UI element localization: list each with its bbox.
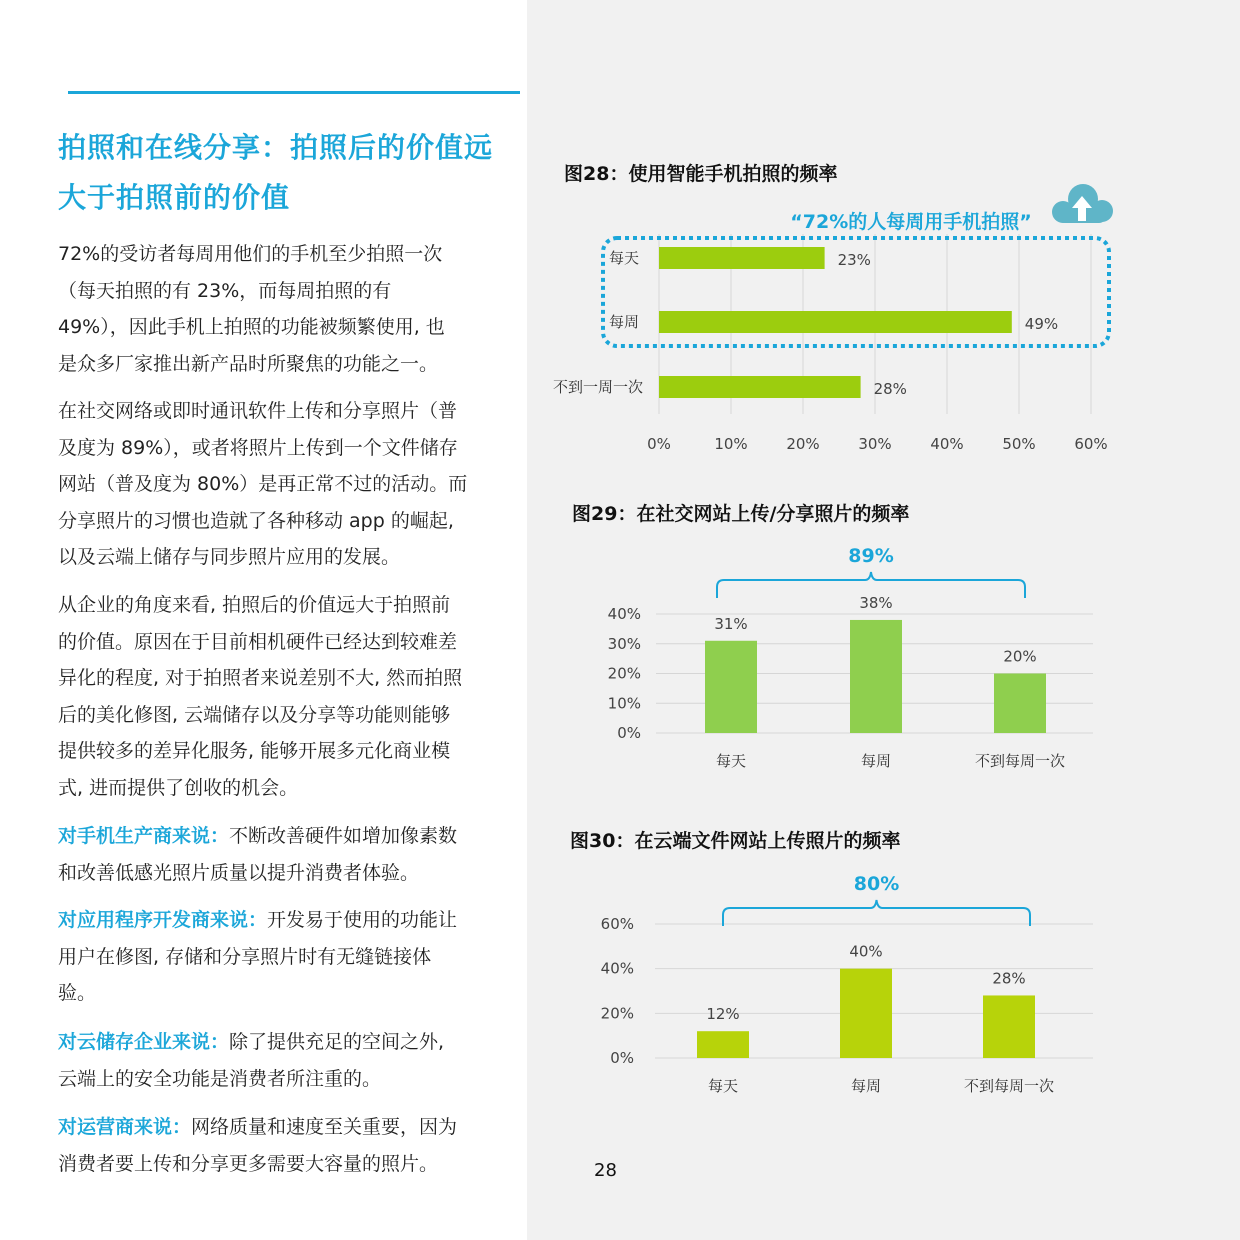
x-tick-label: 0% <box>647 435 671 453</box>
bar <box>705 641 757 733</box>
bar-value-label: 31% <box>714 614 748 633</box>
paragraph-line: 式, 进而提供了创收的机会。 <box>58 776 299 799</box>
paragraph-line: 消费者要上传和分享更多需要大容量的照片。 <box>58 1152 439 1175</box>
bar-value-label: 40% <box>849 942 883 961</box>
chart-callout: “72%的人每周用手机拍照” <box>790 211 1032 233</box>
paragraph-line: 验。 <box>58 982 97 1004</box>
category-label: 不到每周一次 <box>974 752 1066 770</box>
category-label: 每天 <box>715 752 747 770</box>
bar-value-label: 28% <box>992 969 1026 988</box>
paragraph-line: （每天拍照的有 23%，而每周拍照的有 <box>58 279 392 302</box>
bar-value-label: 38% <box>859 593 893 612</box>
category-label: 每周 <box>850 1077 882 1095</box>
bar-value-label: 20% <box>1003 647 1037 666</box>
paragraph-line: 及度为 89%），或者将照片上传到一个文件储存 <box>58 436 458 459</box>
bar <box>659 247 825 269</box>
y-tick-label: 60% <box>600 915 634 933</box>
y-tick-label: 40% <box>607 605 641 623</box>
paragraph-line: 在社交网络或即时通讯软件上传和分享照片（普 <box>58 400 458 422</box>
x-tick-label: 20% <box>786 435 820 453</box>
bar <box>697 1031 749 1058</box>
recommendation-lead: 对云储存企业来说： <box>58 1031 230 1053</box>
recommendation-lead: 对手机生产商来说： <box>58 825 230 847</box>
y-tick-label: 20% <box>607 664 641 683</box>
y-tick-label: 0% <box>610 1049 634 1067</box>
paragraph-line: 以及云端上储存与同步照片应用的发展。 <box>58 546 401 568</box>
y-tick-label: 10% <box>607 694 641 713</box>
paragraph-line: 网站（普及度为 80%）是再正常不过的活动。而 <box>58 473 468 495</box>
y-tick-label: 40% <box>600 959 634 978</box>
paragraph-line: 从企业的角度来看, 拍照后的价值远大于拍照前 <box>58 594 451 616</box>
page-number: 28 <box>594 1160 617 1181</box>
figure-30-title: 图30：在云端文件网站上传照片的频率 <box>570 830 901 852</box>
bar <box>840 969 892 1058</box>
cloud-upload-icon <box>1052 184 1113 223</box>
bracket-label: 89% <box>848 545 894 567</box>
bar-value-label: 28% <box>873 380 907 398</box>
figure-29-title: 图29：在社交网站上传/分享照片的频率 <box>572 503 910 525</box>
bar-value-label: 12% <box>706 1005 740 1024</box>
paragraph-line: 用户在修图, 存储和分享照片时有无缝链接体 <box>58 945 432 968</box>
category-label: 每天 <box>707 1077 739 1095</box>
recommendation-lead: 对运营商来说： <box>58 1116 192 1138</box>
bar <box>994 674 1046 734</box>
paragraph-line: 是众多厂家推出新产品时所聚焦的功能之一。 <box>58 352 439 375</box>
recommendation-text: 开发易于使用的功能让 <box>267 909 458 931</box>
category-label: 每周 <box>609 313 640 331</box>
bar <box>850 620 902 733</box>
section-heading-line-1: 拍照和在线分享：拍照后的价值远 <box>58 131 494 164</box>
paragraph-line: 异化的程度, 对于拍照者来说差别不大, 然而拍照 <box>58 667 463 689</box>
category-label: 不到一周一次 <box>552 378 643 396</box>
y-tick-label: 30% <box>607 634 641 653</box>
bracket-label: 80% <box>853 873 900 895</box>
paragraph-line: 的价值。原因在于目前相机硬件已经达到较难差 <box>58 630 458 653</box>
paragraph-line: 49%），因此手机上拍照的功能被频繁使用, 也 <box>58 316 445 338</box>
paragraph-line: 72%的受访者每周用他们的手机至少拍照一次 <box>58 243 443 265</box>
x-tick-label: 50% <box>1002 435 1036 453</box>
section-heading-line-2: 大于拍照前的价值 <box>58 181 291 214</box>
y-tick-label: 0% <box>617 724 641 742</box>
bar-value-label: 23% <box>837 251 871 269</box>
bar-value-label: 49% <box>1024 315 1059 333</box>
x-tick-label: 40% <box>930 435 964 453</box>
recommendation-text: 网络质量和速度至关重要，因为 <box>191 1116 458 1138</box>
y-tick-label: 20% <box>600 1004 634 1023</box>
x-tick-label: 10% <box>714 435 748 453</box>
bracket <box>723 900 1030 926</box>
recommendation-lead: 对应用程序开发商来说： <box>58 909 268 931</box>
x-tick-label: 60% <box>1074 435 1108 453</box>
figure-28-title: 图28：使用智能手机拍照的频率 <box>564 163 838 185</box>
category-label: 每周 <box>860 752 892 770</box>
paragraph-line: 提供较多的差异化服务, 能够开展多元化商业模 <box>58 740 451 762</box>
x-tick-label: 30% <box>858 435 892 453</box>
category-label: 每天 <box>609 249 640 267</box>
recommendation-text: 不断改善硬件如增加像素数 <box>229 825 458 847</box>
bar <box>983 995 1035 1058</box>
paragraph-line: 后的美化修图, 云端储存以及分享等功能则能够 <box>58 703 451 726</box>
paragraph-line: 和改善低感光照片质量以提升消费者体验。 <box>58 861 420 884</box>
paragraph-line: 云端上的安全功能是消费者所注重的。 <box>58 1067 382 1090</box>
bar <box>659 376 861 398</box>
paragraph-line: 分享照片的习惯也造就了各种移动 app 的崛起, <box>58 509 454 532</box>
bar <box>659 311 1012 333</box>
category-label: 不到每周一次 <box>963 1077 1055 1095</box>
recommendation-text: 除了提供充足的空间之外, <box>229 1031 445 1053</box>
